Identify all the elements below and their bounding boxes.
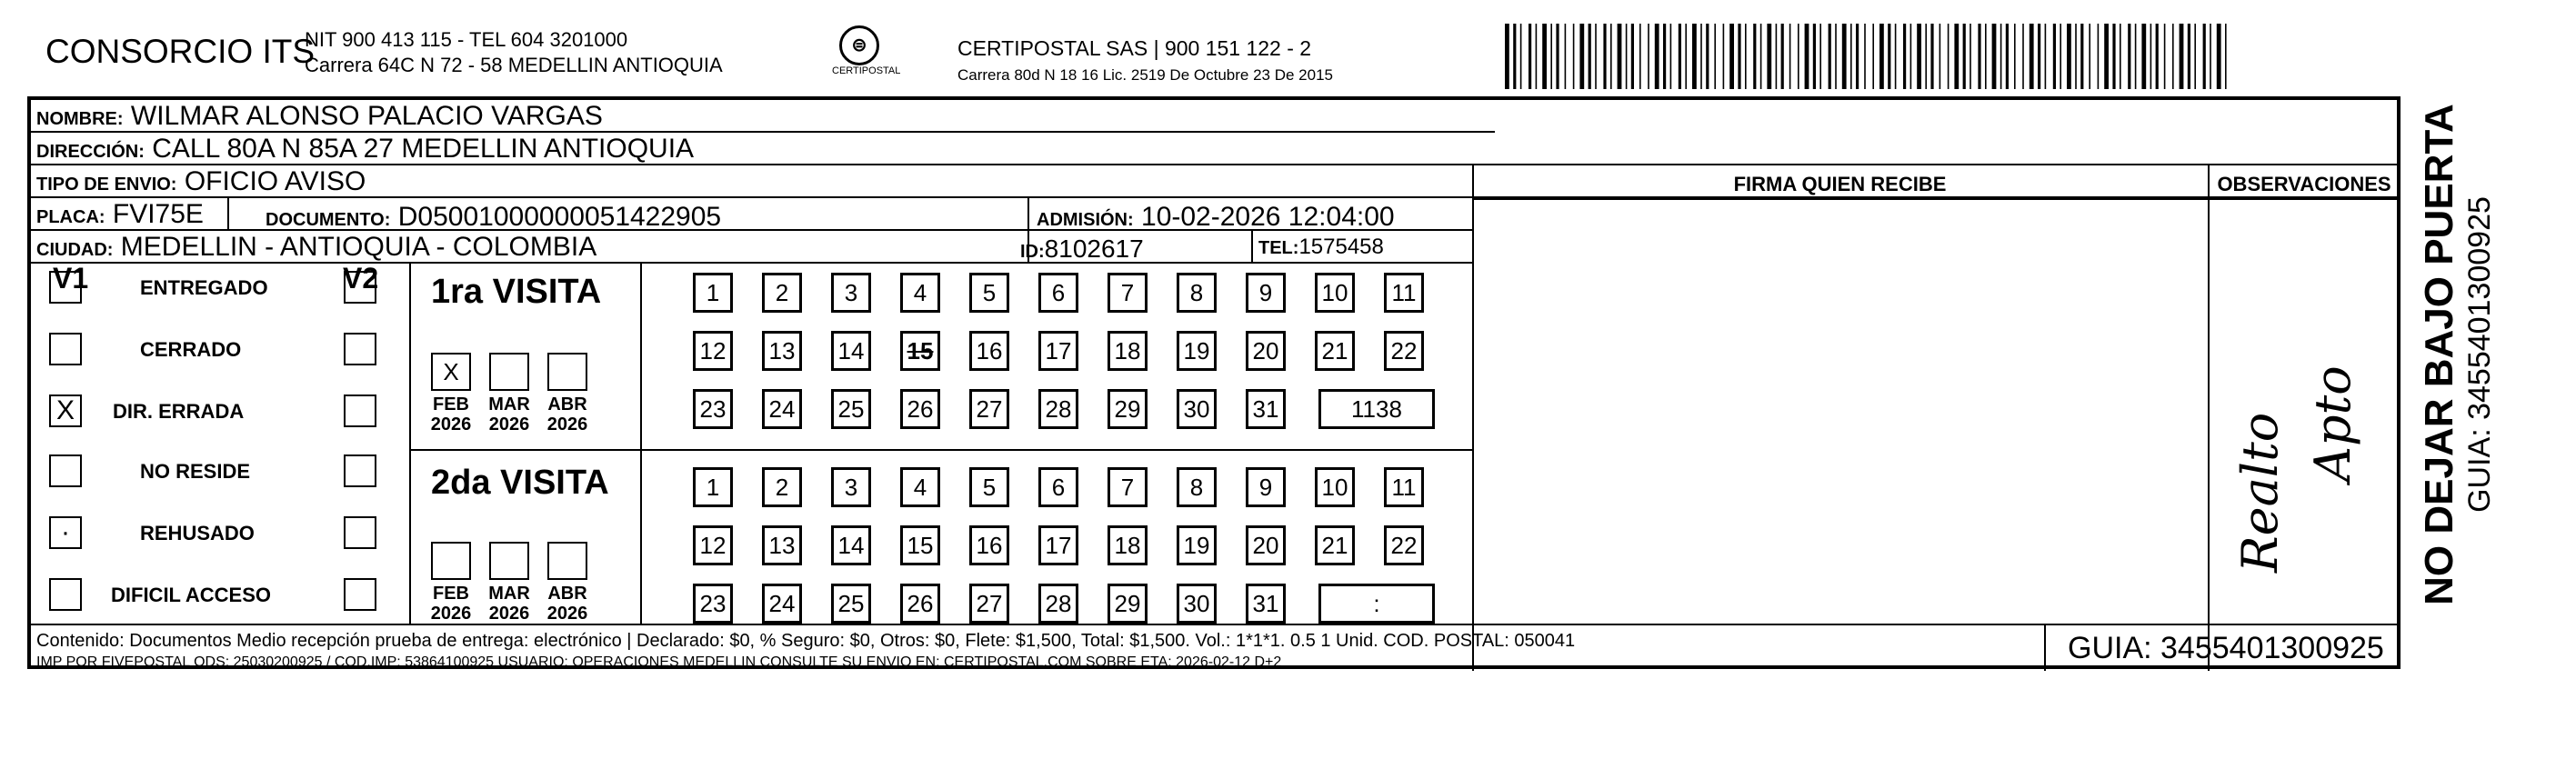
barcode-bar [1573,24,1575,89]
v1-header: V1 [53,262,89,295]
day-box[interactable]: 8 [1177,273,1217,313]
side-label [2417,73,2497,636]
carrier-info [957,35,1333,89]
handwritten-note: Realto [2231,412,2289,573]
barcode-bar [2203,24,2206,89]
barcode-bar [1679,24,1681,89]
barcode-bar [1963,24,1966,89]
month-label: MAR [488,584,530,604]
v1-checkbox[interactable]: X [49,394,82,427]
barcode-bar [1505,24,1509,89]
barcode-bar [1798,24,1799,89]
month-checkbox[interactable] [431,542,471,580]
document-field: DOCUMENTO: D05001000000051422905 [266,202,722,232]
barcode-bar [1618,24,1622,89]
month-year: 2026 [430,414,472,434]
day-box[interactable]: 4 [900,467,940,507]
month-year: 2026 [546,604,588,624]
barcode-bar [2164,24,2166,89]
day-box[interactable]: 9 [1246,273,1286,313]
v2-checkbox[interactable] [344,454,376,487]
day-box[interactable]: 2 [762,467,802,507]
barcode-bar [1985,24,1987,89]
tel-field: TEL:1575458 [1258,235,1384,259]
recipient-address: CALL 80A N 85A 27 MEDELLIN ANTIOQUIA [152,134,695,164]
barcode-bar [1888,24,1890,89]
barcode-bar [1781,24,1784,89]
barcode-bar [1631,24,1634,89]
status-option-label: REHUSADO [140,522,255,544]
day-box[interactable]: 22 [1384,525,1424,565]
barcode-bar [2120,24,2121,89]
guia-number: GUIA: 3455401300925 [2068,631,2384,665]
barcode-bar [2172,24,2174,89]
barcode-bar [2038,24,2040,89]
month-label: MAR [488,394,530,414]
observations-header: OBSERVACIONES [2217,173,2391,195]
barcode-bar [1529,24,1531,89]
day-box[interactable]: 31 [1246,584,1286,624]
barcode-bar [1655,24,1659,89]
barcode-bar [2014,24,2016,89]
document-number: D05001000000051422905 [397,202,722,232]
barcode-bar [1910,24,1912,89]
barcode-bar [2150,24,2152,89]
month-checkbox[interactable] [547,542,587,580]
day-box[interactable]: 24 [762,584,802,624]
nit-line: NIT 900 413 115 - TEL 604 3201000 [305,28,628,51]
barcode-bar [1556,24,1559,89]
barcode-bar [1992,24,1997,89]
barcode-bar [1738,24,1740,89]
day-box[interactable]: 6 [1038,273,1078,313]
day-box[interactable]: 3 [831,467,871,507]
v1-checkbox[interactable] [49,578,82,611]
second-visit-title: 2da VISITA [431,464,609,502]
day-box[interactable]: 2 [762,273,802,313]
day-box[interactable]: 6 [1038,467,1078,507]
barcode-bar [2080,24,2083,89]
v2-checkbox[interactable] [344,516,376,549]
barcode-bar [1753,24,1756,89]
day-box[interactable]: 21 [1315,331,1355,371]
day-box[interactable]: 22 [1384,331,1424,371]
barcode-bar [2067,24,2071,89]
barcode-bar [1648,24,1649,89]
v2-checkbox[interactable] [344,333,376,365]
company-contact [305,27,723,78]
barcode-bar [2104,24,2109,89]
id-field: ID:8102617 [1020,235,1144,263]
v2-checkbox[interactable] [344,578,376,611]
barcode-bar [1954,24,1959,89]
day-box[interactable]: 17 [1038,525,1078,565]
barcode-bar [2135,24,2137,89]
barcode-bar [2006,24,2009,89]
month-year: 2026 [430,604,472,624]
barcode-bar [1706,24,1709,89]
barcode-bar [1670,24,1672,89]
barcode-bar [2022,24,2024,89]
barcode-bar [2030,24,2034,89]
day-box[interactable]: 15 [900,525,940,565]
barcode-bar [1970,24,1971,89]
barcode-bar [1879,24,1884,89]
barcode-bar [2098,24,2100,89]
status-option-label: ENTREGADO [140,276,268,299]
day-box[interactable]: 29 [1108,584,1148,624]
day-box[interactable]: 18 [1108,525,1148,565]
status-option-label: NO RESIDE [140,460,251,483]
barcode-bar [2180,24,2184,89]
side-warning: NO DEJAR BAJO PUERTA [2417,104,2461,605]
day-box[interactable]: 25 [831,389,871,429]
print-line: IMP POR FIVEPOSTAL ODS: 25030200925 / COD.IMP: 53864100925 USUARIO: OPERACIONES MEDELLIN CONSULTE SU ENVIO EN: CERTIPOSTAL.COM SOBRE ETA: 2026-02-12 D+2 [36,654,1282,670]
day-box[interactable]: 17 [1038,331,1078,371]
barcode-bar [2045,24,2047,89]
barcode-bar [1714,24,1716,89]
barcode-bar [1700,24,1702,89]
day-box[interactable]: 10 [1315,467,1355,507]
barcode-bar [2060,24,2061,89]
status-option-label: CERRADO [140,338,242,361]
barcode-bar [1685,24,1687,89]
day-box[interactable]: 13 [762,525,802,565]
day-box[interactable]: 23 [693,584,733,624]
month-checkbox[interactable] [489,353,529,391]
v1-checkbox[interactable]: · [49,516,82,549]
day-box[interactable]: 16 [969,525,1009,565]
day-box[interactable]: 5 [969,273,1009,313]
day-box[interactable]: 1 [693,467,733,507]
day-box[interactable]: 3 [831,273,871,313]
seal-text: CERTIPOSTAL [832,65,901,76]
v2-checkbox[interactable] [344,271,376,304]
barcode-bar [1520,24,1522,89]
first-visit-title: 1ra VISITA [431,273,602,311]
barcode-bar [1767,24,1771,89]
barcode-bar [1925,24,1927,89]
plate: FVI75E [112,199,204,229]
day-box[interactable]: 21 [1315,525,1355,565]
tel-value: 1575458 [1298,235,1384,259]
visit-time-box[interactable]: : [1318,584,1435,624]
day-box[interactable]: 5 [969,467,1009,507]
row-placa: PLACA: FVI75E [31,198,1472,231]
barcode-bar [1745,24,1747,89]
barcode-bar [2128,24,2130,89]
barcode-bar [1550,24,1552,89]
city: MEDELLIN - ANTIOQUIA - COLOMBIA [120,232,597,262]
barcode-bar [1789,24,1791,89]
barcode-bar [1842,24,1847,89]
month-label: ABR [547,584,587,604]
barcode-bar [1589,24,1591,89]
day-box[interactable]: 27 [969,584,1009,624]
barcode-bar [2075,24,2077,89]
barcode-bar [2089,24,2090,89]
day-box[interactable]: 26 [900,389,940,429]
day-box[interactable]: 9 [1246,467,1286,507]
barcode-bar [1917,24,1921,89]
month-year: 2026 [546,414,588,434]
barcode-bar [1948,24,1950,89]
barcode-bar [1895,24,1897,89]
row-ciudad: CIUDAD: MEDELLIN - ANTIOQUIA - COLOMBIA [31,231,1472,264]
barcode-bar [2000,24,2002,89]
barcode-bar [1813,24,1816,89]
month-year: 2026 [488,414,530,434]
day-box[interactable]: 15 [900,331,940,371]
day-box[interactable]: 8 [1177,467,1217,507]
seal-icon: ⊜ [839,25,879,65]
day-box[interactable]: 28 [1038,584,1078,624]
barcode-bar [1595,24,1597,89]
day-box[interactable]: 1 [693,273,733,313]
barcode-bar [2210,24,2211,89]
v1-checkbox[interactable] [49,271,82,304]
day-box[interactable]: 20 [1246,331,1286,371]
month-checkbox[interactable] [547,353,587,391]
signature-header: FIRMA QUIEN RECIBE [1733,173,1947,195]
day-box[interactable]: 12 [693,525,733,565]
handwritten-apto: Apto [2304,365,2361,482]
month-checkbox[interactable]: X [431,353,471,391]
month-checkbox[interactable] [489,542,529,580]
barcode-bar [1639,24,1641,89]
day-box[interactable]: 10 [1315,273,1355,313]
content-line: Contenido: Documentos Medio recepción prueba de entrega: electrónico | Declarado: $0, % Seguro: $0, Otros: $0, Flete: $1,500, Total: $1,500. Vol.: 1*1*1. 0.5 1 Unid. COD. POSTAL: 050041 [36,631,1576,651]
barcode-bar [1940,24,1941,89]
barcode-bar [1626,24,1628,89]
company-name: CONSORCIO ITS [45,33,316,70]
barcode-bar [1760,24,1762,89]
row-direccion: DIRECCIÓN: CALL 80A N 85A 27 MEDELLIN ANTIOQUIA [31,133,2401,165]
barcode-bar [1903,24,1906,89]
barcode-bar [1819,24,1821,89]
carrier-address: Carrera 80d N 18 16 Lic. 2519 De Octubre 23 De 2015 [957,66,1333,84]
row-tipo: TIPO DE ENVIO: OFICIO AVISO [31,165,2401,198]
delivery-form [27,96,2401,669]
barcode-bar [2112,24,2115,89]
v2-checkbox[interactable] [344,394,376,427]
barcode-bar [2225,24,2227,89]
carrier-line: CERTIPOSTAL SAS | 900 151 122 - 2 [957,36,1312,60]
day-box[interactable]: 24 [762,389,802,429]
day-box[interactable]: 12 [693,331,733,371]
barcode-bar [2141,24,2146,89]
barcode-bar [2053,24,2056,89]
barcode-bar [2156,24,2159,89]
barcode-bar [1603,24,1606,89]
barcode-bar [1579,24,1584,89]
id-value: 8102617 [1044,235,1144,263]
day-box[interactable]: 25 [831,584,871,624]
month-label: FEB [433,584,469,604]
row-nombre: NOMBRE: WILMAR ALONSO PALACIO VARGAS [31,100,1495,133]
day-box[interactable]: 20 [1246,525,1286,565]
barcode-bar [2217,24,2221,89]
barcode-bar [1692,24,1697,89]
day-box[interactable]: 14 [831,525,871,565]
address-line: Carrera 64C N 72 - 58 MEDELLIN ANTIOQUIA [305,54,723,76]
barcode-bar [1850,24,1852,89]
day-box[interactable]: 30 [1177,389,1217,429]
visit-time-box[interactable]: 1138 [1318,389,1435,429]
status-option-label: DIR. ERRADA [113,400,245,423]
day-box[interactable]: 29 [1108,389,1148,429]
barcode-bar [1513,24,1516,89]
barcode-bar [1856,24,1859,89]
barcode-bar [1829,24,1831,89]
recipient-name: WILMAR ALONSO PALACIO VARGAS [130,101,603,131]
certipostal-seal [832,25,901,85]
barcode-bar [1663,24,1666,89]
barcode-bar [1864,24,1866,89]
month-label: FEB [433,394,469,414]
barcode-bar [1542,24,1547,89]
barcode-bar [2188,24,2190,89]
day-box[interactable]: 13 [762,331,802,371]
day-box[interactable]: 16 [969,331,1009,371]
barcode-bar [1565,24,1567,89]
barcode-bar [2194,24,2196,89]
day-box[interactable]: 30 [1177,584,1217,624]
day-box[interactable]: 7 [1108,273,1148,313]
day-box[interactable]: 19 [1177,525,1217,565]
v2-header: V2 [343,262,379,295]
shipment-type: OFICIO AVISO [184,166,366,196]
day-box[interactable]: 26 [900,584,940,624]
barcode-bar [1536,24,1538,89]
day-box[interactable]: 14 [831,331,871,371]
v1-checkbox[interactable] [49,333,82,365]
barcode-bar [1835,24,1837,89]
month-label: ABR [547,394,587,414]
barcode-bar [1978,24,1980,89]
side-guia: GUIA: 3455401300925 [2462,196,2497,513]
day-box[interactable]: 4 [900,273,940,313]
barcode [1505,24,2230,89]
barcode-bar [1610,24,1612,89]
barcode-bar [1872,24,1874,89]
month-year: 2026 [488,604,530,624]
day-box[interactable]: 23 [693,389,733,429]
day-box[interactable]: 7 [1108,467,1148,507]
admission-field: ADMISIÓN: 10-02-2026 12:04:00 [1037,202,1395,232]
barcode-bar [1776,24,1778,89]
day-box[interactable]: 28 [1038,389,1078,429]
barcode-bar [1930,24,1933,89]
day-box[interactable]: 18 [1108,331,1148,371]
day-box[interactable]: 19 [1177,331,1217,371]
v1-checkbox[interactable] [49,454,82,487]
day-box[interactable]: 27 [969,389,1009,429]
barcode-bar [1723,24,1725,89]
day-box[interactable]: 31 [1246,389,1286,429]
status-option-label: DIFICIL ACCESO [111,584,272,606]
barcode-bar [1805,24,1809,89]
barcode-bar [1729,24,1734,89]
admission-date: 10-02-2026 12:04:00 [1141,202,1395,232]
day-box[interactable]: 11 [1384,467,1424,507]
day-box[interactable]: 11 [1384,273,1424,313]
